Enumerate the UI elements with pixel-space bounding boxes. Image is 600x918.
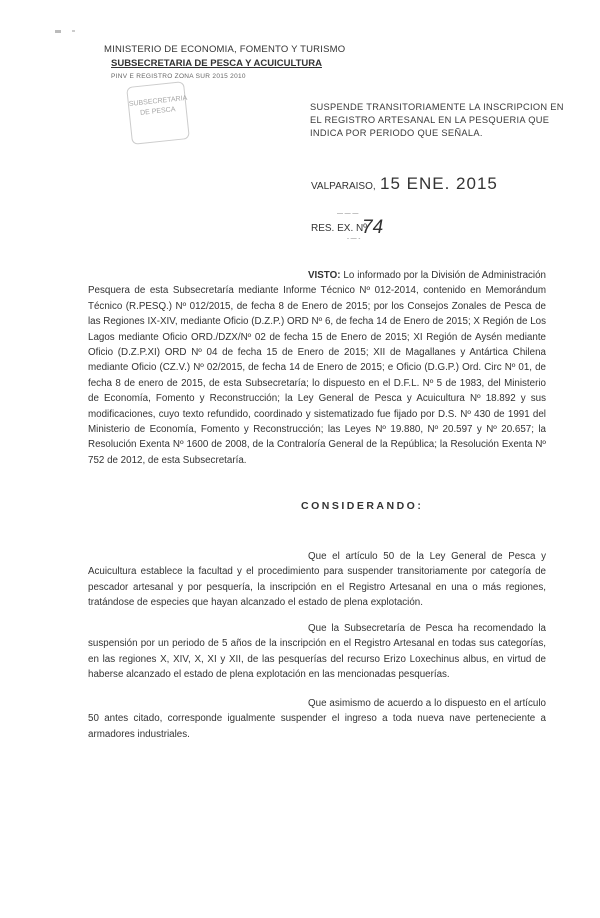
considerando-paragraph-3 bbox=[88, 696, 546, 742]
visto-text: Lo informado por la División de Administración Pesquera de esta Subsecretaría mediante Informe Técnico Nº 012-2014, contenido en Memorándum Técnico (R.PESQ.) Nº 012/2015, de fecha 8 de Enero de 2015; por los Consejos Zonales de Pesca de las Regiones IX-XIV, mediante Oficio (D.Z.P.) ORD Nº 6, de fecha 14 de Enero de 2015; X Región de Los Lagos mediante Oficio ORD./DZX/Nº 02 de fecha 15 de Enero de 2015; XI Región de Aysén mediante Oficio (D.Z.P.XI) ORD Nº 04 de fecha 15 de Enero de 2015; XII de Magallanes y Antártica Chilena mediante Oficio (CZ.V.) Nº 02/2015, de fecha 14 de Enero de 2015; e Oficio (D.G.P.) Ord. Circ Nº 01, de fecha 8 de enero de 2015, de esta Subsecretaría; lo dispuesto en el D.F.L. Nº 5 de 1983, del Ministerio de Economía, Fomento y Reconstrucción; la Ley General de Pesca y Acuicultura Nº 18.892 y sus modificaciones, cuyo texto refundido, coordinado y sistematizado fue fijado por D.S. Nº 430 de 1991 del Ministerio de Economía, Fomento y Reconstrucción; las Leyes Nº 19.880, Nº 20.597 y Nº 20.657; la Resolución Exenta Nº 1600 de 2008, de la Contraloría General de la República; la Resolución Exenta Nº 752 de 2012, de esta Subsecretaría. bbox=[88, 270, 546, 466]
considerando-paragraph-2 bbox=[88, 621, 546, 683]
office-stamp bbox=[126, 81, 190, 145]
stamp-text: SUBSECRETARIA DE PESCA bbox=[128, 94, 188, 117]
place-label: VALPARAISO, bbox=[311, 181, 376, 192]
separator-dashes: — — — bbox=[337, 211, 359, 217]
registry-line: PINV E REGISTRO ZONA SUR 2015 2010 bbox=[111, 73, 246, 80]
visto-paragraph bbox=[88, 268, 546, 468]
considerando-text-2: Que la Subsecretaría de Pesca ha recomendado la suspensión por un periodo de 5 años de la inscripción en el Registro Artesanal en todas sus categorías, en las regiones X, XIV, X, XI y XII, de las pesquerías del recurso Erizo Loxechinus albus, en virtud de haberse alcanzado el estado de plena explotación en las mencionadas pesquerías. bbox=[88, 623, 546, 681]
considerando-text-3: Que asimismo de acuerdo a lo dispuesto en el artículo 50 antes citado, corresponde igualmente suspender el ingreso a toda nueva nave perteneciente a armadores industriales. bbox=[88, 698, 546, 740]
ministry-heading: MINISTERIO DE ECONOMIA, FOMENTO Y TURISMO bbox=[104, 44, 346, 55]
subsecretaria-heading: SUBSECRETARIA DE PESCA Y ACUICULTURA bbox=[111, 58, 322, 69]
scan-mark bbox=[55, 30, 61, 33]
resolution-subject: SUSPENDE TRANSITORIAMENTE LA INSCRIPCION EN EL REGISTRO ARTESANAL EN LA PESQUERIA QUE INDICA POR PERIODO QUE SEÑALA. bbox=[310, 102, 564, 138]
res-ex-label: RES. EX. Nº bbox=[311, 223, 367, 234]
scan-speck bbox=[72, 30, 75, 32]
considerando-text-1: Que el artículo 50 de la Ley General de Pesca y Acuicultura establece la facultad y el procedimiento para suspender transitoriamente por categoría de pescador artesanal y por pesquería, la inscripción en el Registro Artesanal en una o más regiones, tratándose de especies que hayan alcanzado el estado de plena explotación. bbox=[88, 551, 546, 609]
separator-dashes-2: - — - bbox=[347, 236, 361, 242]
resolution-number: 74 bbox=[362, 217, 384, 238]
visto-label: VISTO: bbox=[308, 270, 341, 281]
considerando-paragraph-1 bbox=[88, 549, 546, 611]
resolution-date: 15 ENE. 2015 bbox=[380, 174, 498, 193]
considerando-heading: CONSIDERANDO: bbox=[301, 500, 424, 512]
